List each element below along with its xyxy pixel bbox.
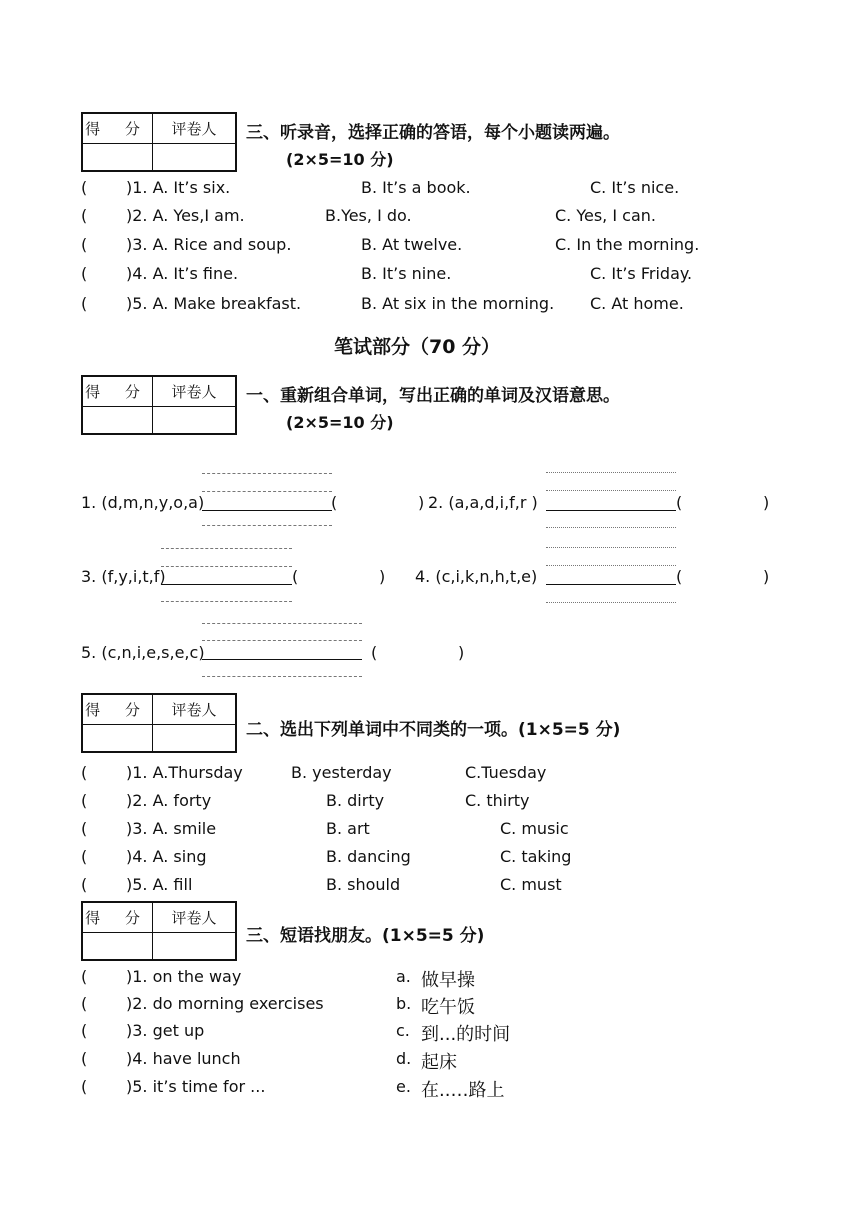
option-b: B. dancing bbox=[326, 847, 411, 866]
score-label: 得 分 bbox=[83, 903, 153, 933]
meaning-paren-open: ( bbox=[292, 567, 299, 586]
grader-label: 评卷人 bbox=[153, 903, 235, 933]
option-a: )1. A.Thursday bbox=[126, 763, 243, 782]
grader-cell[interactable] bbox=[153, 725, 235, 751]
section1-heading: 一、重新组合单词，写出正确的单词及汉语意思。 bbox=[246, 386, 620, 406]
option-b: B. At twelve. bbox=[361, 235, 463, 254]
score-label: 得 分 bbox=[83, 114, 153, 144]
answer-paren[interactable]: ( bbox=[81, 294, 88, 313]
answer-paren[interactable]: ( bbox=[81, 1049, 88, 1068]
option-c: C.Tuesday bbox=[465, 763, 547, 782]
written-part-title: 笔试部分（70 分） bbox=[334, 336, 501, 358]
option-a: )4. A. sing bbox=[126, 847, 207, 866]
meaning-paren-close: ) bbox=[379, 567, 386, 586]
option-b: B. It’s a book. bbox=[361, 178, 471, 197]
writing-guide bbox=[546, 565, 676, 566]
phrase: )4. have lunch bbox=[126, 1049, 241, 1068]
meaning-paren-open: ( bbox=[676, 493, 683, 512]
writing-guide bbox=[161, 548, 292, 549]
answer-paren[interactable]: ( bbox=[81, 819, 88, 838]
meaning-letter: e. bbox=[396, 1077, 411, 1096]
score-box-section1 bbox=[81, 375, 237, 435]
listening-heading: 三、听录音，选择正确的答语，每个小题读两遍。 bbox=[246, 123, 620, 143]
phrase: )2. do morning exercises bbox=[126, 994, 324, 1013]
answer-line[interactable] bbox=[202, 510, 332, 511]
option-b: B. At six in the morning. bbox=[361, 294, 555, 313]
writing-guide bbox=[202, 525, 332, 526]
section1-points: (2×5=10 分) bbox=[286, 413, 394, 432]
writing-guide bbox=[202, 623, 362, 624]
phrase: )3. get up bbox=[126, 1021, 205, 1040]
option-c: C. At home. bbox=[590, 294, 684, 313]
meaning-text: 做早操 bbox=[421, 970, 475, 991]
score-cell[interactable] bbox=[83, 933, 153, 959]
score-box-section2 bbox=[81, 693, 237, 753]
answer-paren[interactable]: ( bbox=[81, 264, 88, 283]
writing-guide bbox=[546, 547, 676, 548]
option-a: )2. A. Yes,I am. bbox=[126, 206, 245, 225]
answer-line[interactable] bbox=[202, 659, 362, 660]
option-b: B. It’s nine. bbox=[361, 264, 452, 283]
option-a: )4. A. It’s fine. bbox=[126, 264, 239, 283]
score-cell[interactable] bbox=[83, 144, 153, 170]
option-b: B. should bbox=[326, 875, 401, 894]
answer-paren[interactable]: ( bbox=[81, 791, 88, 810]
letters-label: 1. (d,m,n,y,o,a) bbox=[81, 493, 205, 512]
option-c: C. In the morning. bbox=[555, 235, 700, 254]
meaning-text: 起床 bbox=[421, 1052, 457, 1073]
writing-guide bbox=[202, 640, 362, 641]
option-b: B.Yes, I do. bbox=[325, 206, 412, 225]
writing-guide bbox=[546, 602, 676, 603]
meaning-text: 吃午饭 bbox=[421, 997, 475, 1018]
meaning-paren-close: ) bbox=[763, 493, 770, 512]
writing-guide bbox=[202, 491, 332, 492]
writing-guide bbox=[202, 676, 362, 677]
phrase: )1. on the way bbox=[126, 967, 242, 986]
option-a: )3. A. smile bbox=[126, 819, 217, 838]
answer-paren[interactable]: ( bbox=[81, 178, 88, 197]
grader-cell[interactable] bbox=[153, 933, 235, 959]
writing-guide bbox=[161, 601, 292, 602]
grader-label: 评卷人 bbox=[153, 377, 235, 407]
option-c: C. Yes, I can. bbox=[555, 206, 656, 225]
option-a: )5. A. Make breakfast. bbox=[126, 294, 302, 313]
answer-line[interactable] bbox=[546, 584, 676, 585]
letters-label: 4. (c,i,k,n,h,t,e) bbox=[415, 567, 538, 586]
option-a: )3. A. Rice and soup. bbox=[126, 235, 292, 254]
phrase: )5. it’s time for ... bbox=[126, 1077, 266, 1096]
meaning-paren-open: ( bbox=[371, 643, 378, 662]
answer-paren[interactable]: ( bbox=[81, 763, 88, 782]
grader-label: 评卷人 bbox=[153, 114, 235, 144]
grader-cell[interactable] bbox=[153, 407, 235, 433]
score-label: 得 分 bbox=[83, 695, 153, 725]
letters-label: 3. (f,y,i,t,f) bbox=[81, 567, 166, 586]
answer-line[interactable] bbox=[546, 510, 676, 511]
letters-label: 5. (c,n,i,e,s,e,c) bbox=[81, 643, 205, 662]
meaning-text: 在..…路上 bbox=[421, 1080, 505, 1101]
meaning-paren-close: ) bbox=[418, 493, 425, 512]
meaning-paren-close: ) bbox=[763, 567, 770, 586]
option-c: C. music bbox=[500, 819, 569, 838]
meaning-letter: a. bbox=[396, 967, 411, 986]
answer-paren[interactable]: ( bbox=[81, 1077, 88, 1096]
option-c: C. must bbox=[500, 875, 562, 894]
option-c: C. taking bbox=[500, 847, 572, 866]
writing-guide bbox=[546, 472, 676, 473]
grader-label: 评卷人 bbox=[153, 695, 235, 725]
listening-points: (2×5=10 分) bbox=[286, 150, 394, 169]
section3-heading: 三、短语找朋友。(1×5=5 分) bbox=[246, 926, 485, 946]
answer-paren[interactable]: ( bbox=[81, 847, 88, 866]
meaning-letter: d. bbox=[396, 1049, 412, 1068]
grader-cell[interactable] bbox=[153, 144, 235, 170]
score-box-section3 bbox=[81, 901, 237, 961]
option-c: C. thirty bbox=[465, 791, 530, 810]
option-b: B. dirty bbox=[326, 791, 385, 810]
answer-paren[interactable]: ( bbox=[81, 206, 88, 225]
answer-paren[interactable]: ( bbox=[81, 235, 88, 254]
option-a: )2. A. forty bbox=[126, 791, 212, 810]
answer-paren[interactable]: ( bbox=[81, 1021, 88, 1040]
writing-guide bbox=[546, 527, 676, 528]
answer-line[interactable] bbox=[161, 584, 292, 585]
section2-heading: 二、选出下列单词中不同类的一项。(1×5=5 分) bbox=[246, 720, 621, 740]
option-b: B. yesterday bbox=[291, 763, 392, 782]
meaning-letter: c. bbox=[396, 1021, 410, 1040]
score-cell[interactable] bbox=[83, 725, 153, 751]
meaning-letter: b. bbox=[396, 994, 412, 1013]
option-b: B. art bbox=[326, 819, 370, 838]
score-cell[interactable] bbox=[83, 407, 153, 433]
option-a: )5. A. fill bbox=[126, 875, 193, 894]
answer-paren[interactable]: ( bbox=[81, 875, 88, 894]
answer-paren[interactable]: ( bbox=[81, 967, 88, 986]
writing-guide bbox=[161, 566, 292, 567]
meaning-paren-close: ) bbox=[458, 643, 465, 662]
score-label: 得 分 bbox=[83, 377, 153, 407]
letters-label: 2. (a,a,d,i,f,r ) bbox=[428, 493, 538, 512]
score-box-listening bbox=[81, 112, 237, 172]
meaning-text: 到...的时间 bbox=[421, 1024, 511, 1045]
option-c: C. It’s nice. bbox=[590, 178, 680, 197]
writing-guide bbox=[202, 473, 332, 474]
answer-paren[interactable]: ( bbox=[81, 994, 88, 1013]
option-c: C. It’s Friday. bbox=[590, 264, 693, 283]
writing-guide bbox=[546, 490, 676, 491]
option-a: )1. A. It’s six. bbox=[126, 178, 231, 197]
meaning-paren-open: ( bbox=[331, 493, 338, 512]
meaning-paren-open: ( bbox=[676, 567, 683, 586]
